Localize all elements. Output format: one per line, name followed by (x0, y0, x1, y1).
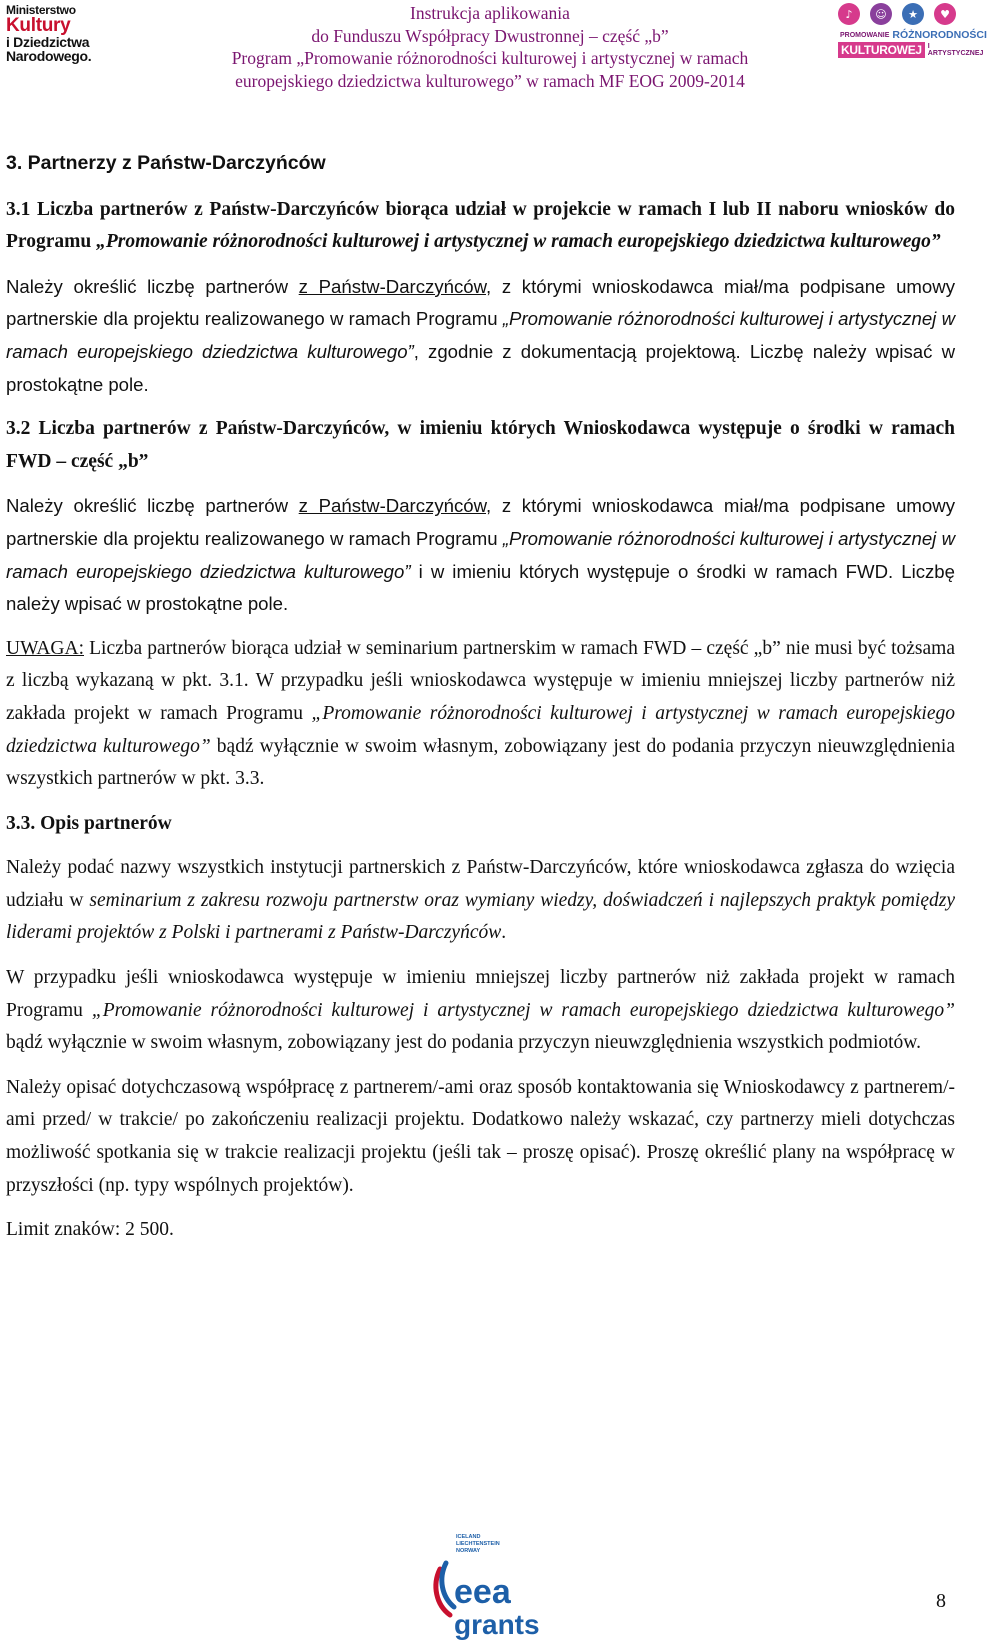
paragraph-text: Należy określić liczbę partnerów (6, 495, 299, 517)
paragraph-text: , zgodnie z dokumentacją projektową. Liczbę należy wpisać w prostokątne pole. (6, 340, 955, 395)
program-name: „Promowanie różnorodności kulturowej i artystycznej w ramach europejskiego dziedzictwa kulturowego” (96, 231, 941, 253)
seminar-name: seminarium z zakresu rozwoju partnerstw oraz wymiany wiedzy, doświadczeń i najlepszych praktyk pomiędzy liderami projektów z Polski i partnerami z Państw-Darczyńców (6, 889, 955, 944)
theatre-mask-icon: ☺ (870, 3, 892, 25)
paragraph-text: Należy określić liczbę partnerów (6, 275, 299, 297)
program-logo-text-top (838, 29, 987, 41)
subsection-3-2-heading: 3.2 Liczba partnerów z Państw-Darczyńców, w imieniu których Wnioskodawca występuje o środki w ramach FWD – część „b” (6, 418, 955, 472)
page-number: 8 (936, 1590, 946, 1612)
logo-word-eea: eea (454, 1573, 511, 1611)
heading-text: 3.1 Liczba partnerów z Państw-Darczyńców biorąca udział w projekcie w ramach I lub II naboru wniosków do Programu (6, 198, 955, 253)
header-title-line: Program „Promowanie różnorodności kulturowej i artystycznej w ramach (231, 48, 749, 68)
ministry-logo-line1: Ministerstwo (6, 3, 76, 17)
logo-country-line: ICELAND (456, 1534, 481, 1540)
header-title (150, 2, 830, 92)
program-name: „Promowanie różnorodności kulturowej i artystycznej w ramach europejskiego dziedzictwa kulturowego” (6, 702, 955, 757)
header-title-line: do Funduszu Współpracy Dwustronnej – część „b” (311, 25, 669, 46)
section-heading: 3. Partnerzy z Państw-Darczyńców (6, 152, 326, 174)
heart-icon: ♥ (934, 3, 956, 25)
note-label: UWAGA: (6, 637, 84, 659)
paragraph-text: , z którymi wnioskodawca miał/ma podpisane umowy partnerskie dla projektu realizowanego w ramach Programu (6, 275, 955, 330)
program-logo-text-bottom (838, 42, 984, 58)
subsection-3-3-paragraph-1 (6, 852, 955, 950)
paragraph-text: Liczba partnerów biorąca udział w seminarium partnerskim w ramach FWD – część „b” nie musi być tożsama z liczbą wykazaną w pkt. 3.1. W przypadku jeśli wnioskodawca występuje w imieniu mniejszej liczby partnerów niż zakłada projekt w ramach Programu (6, 637, 955, 724)
header-title-line: europejskiego dziedzictwa kulturowego” w ramach MF EOG 2009-2014 (235, 70, 745, 91)
subsection-3-2-paragraph (6, 490, 955, 620)
program-logo-small: PROMOWANIE (840, 31, 890, 39)
program-name: „Promowanie różnorodności kulturowej i artystycznej w ramach europejskiego dziedzictwa kulturowego” (91, 999, 956, 1021)
page-header (0, 0, 987, 100)
subsection-3-3-heading: 3.3. Opis partnerów (6, 812, 172, 834)
eea-grants-logo (428, 1533, 538, 1641)
document-body (6, 147, 955, 1259)
program-name: „Promowanie różnorodności kulturowej i artystycznej w ramach europejskiego dziedzictwa kulturowego” (6, 308, 956, 362)
paragraph-text: W przypadku jeśli wnioskodawca występuje w imieniu mniejszej liczby partnerów niż zakłada projekt w ramach Programu (6, 967, 955, 1021)
paragraph-text: i w imieniu których występuje o środki w ramach FWD. Liczbę należy wpisać w prostokątne pole. (6, 560, 955, 615)
program-logo (838, 3, 987, 58)
donor-states-link[interactable]: z Państw-Darczyńców (298, 275, 487, 297)
program-logo-icons (838, 3, 956, 25)
ministry-logo-line3: i Dziedzictwa (6, 34, 90, 50)
program-logo-side: I ARTYSTYCZNEJ (927, 42, 984, 57)
star-icon: ★ (902, 3, 924, 25)
program-logo-main: KULTUROWEJ (838, 42, 925, 58)
ministry-logo (6, 4, 106, 63)
program-name: „Promowanie różnorodności kulturowej i artystycznej w ramach europejskiego dziedzictwa kulturowego” (6, 527, 956, 582)
paragraph-text: , z którymi wnioskodawca miał/ma podpisane umowy partnerskie dla projektu realizowanego w ramach Programu (6, 495, 955, 549)
music-icon: ♪ (838, 3, 860, 25)
ministry-logo-line4: Narodowego. (6, 48, 92, 64)
paragraph-text: bądź wyłącznie w swoim własnym, zobowiązany jest do podania przyczyn nieuwzględnienia wszystkich podmiotów. (6, 1032, 921, 1054)
header-title-line: Instrukcja aplikowania (410, 3, 570, 23)
logo-country-line: LIECHTENSTEIN (456, 1541, 500, 1547)
program-logo-big: RÓŻNORODNOŚCI (892, 29, 987, 41)
ministry-logo-line2: Kultury (6, 15, 71, 36)
paragraph-text: bądź wyłącznie w swoim własnym, zobowiązany jest do podania przyczyn nieuwzględnienia wszystkich partnerów w pkt. 3.3. (6, 735, 956, 790)
eea-swirl-icon (436, 1563, 454, 1615)
logo-country-line: NORWAY (456, 1548, 481, 1554)
donor-states-link[interactable]: z Państw-Darczyńców (298, 495, 487, 517)
subsection-3-1-paragraph (6, 271, 955, 401)
subsection-3-3-paragraph-2 (6, 962, 955, 1060)
character-limit: Limit znaków: 2 500. (6, 1219, 174, 1241)
eea-grants-logo-graphic (428, 1533, 538, 1641)
subsection-3-3-paragraph-3: Należy opisać dotychczasową współpracę z partnerem/-ami oraz sposób kontaktowania się Wnioskodawcy z partnerem/-ami przed/ w trakcie/ po zakończeniu realizacji projektu. Dodatkowo należy wskazać, czy partnerzy mieli dotychczas możliwość spotkania się w trakcie realizacji projektu (jeśli tak – proszę opisać). Proszę określić plany na współpracę w przyszłości (np. typy wspólnych projektów). (6, 1076, 955, 1196)
note-paragraph (6, 633, 955, 796)
paragraph-text: Należy podać nazwy wszystkich instytucji partnerskich z Państw-Darczyńców, które wnioskodawca zgłasza do wzięcia udziału w (6, 857, 955, 911)
subsection-3-1-heading (6, 194, 955, 259)
logo-word-grants: grants (454, 1609, 540, 1640)
paragraph-text: . (501, 922, 507, 944)
